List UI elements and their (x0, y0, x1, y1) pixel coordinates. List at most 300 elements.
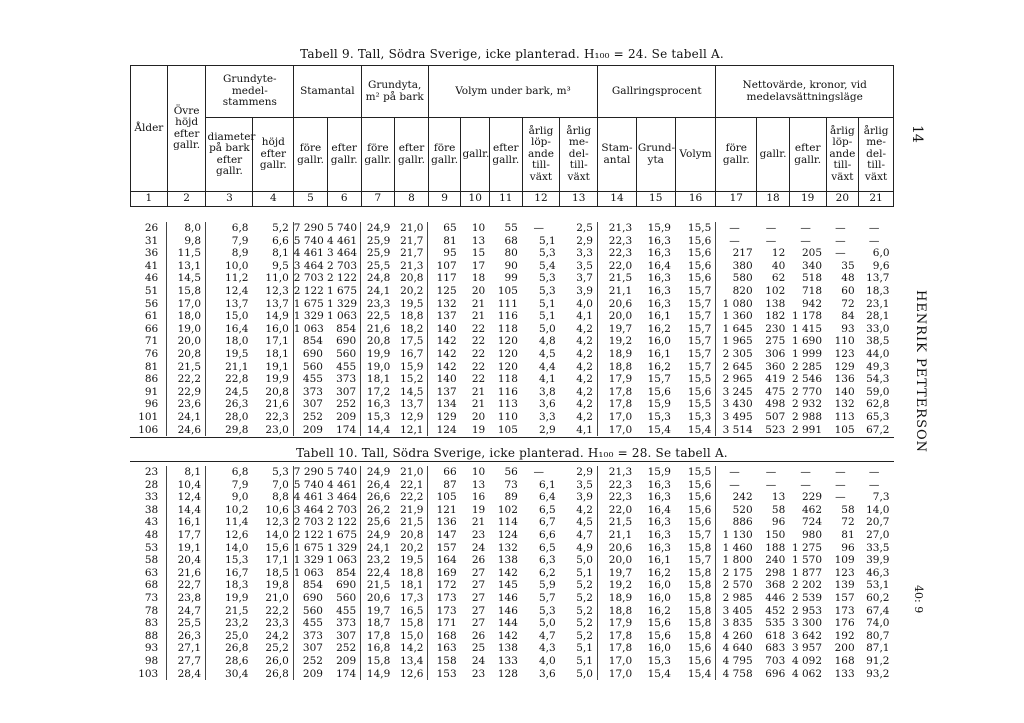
table-cell: 5,0 (538, 617, 556, 630)
table-cell: 15,8 (675, 605, 716, 618)
table-cell: 200 (834, 642, 855, 655)
table-row (130, 310, 894, 323)
table-cell: 23,1 (866, 297, 890, 310)
table-cell: 174 (327, 424, 361, 437)
table-cell: 16,3 (366, 398, 391, 411)
table-cell: 113 (497, 398, 518, 411)
table-row (130, 424, 894, 437)
table-cell: 18,3 (866, 284, 890, 297)
table-cell: 53,1 (866, 579, 890, 592)
table-cell: 60 (841, 284, 855, 297)
table-cell: 5,1 (560, 655, 598, 668)
table-cell: 23,2 (366, 554, 391, 567)
table-cell: 133 (834, 667, 855, 680)
table-cell: 18 (471, 272, 486, 285)
table-cell: 17,7 (167, 529, 206, 542)
table-cell: 20,8 (366, 335, 391, 348)
table-cell: 690 (327, 579, 361, 592)
table-cell: 618 (765, 629, 786, 642)
table-cell: 96 (771, 516, 786, 529)
table-cell: 22,2 (252, 605, 293, 618)
table-cell: 24,6 (167, 424, 206, 437)
table-cell: 15,8 (675, 592, 716, 605)
table-cell: 25,2 (252, 642, 293, 655)
table-cell: 124 (436, 423, 457, 436)
table-cell: 15,6 (647, 385, 671, 398)
table-cell: 15,9 (647, 466, 671, 478)
table-cell: 14,5 (394, 386, 428, 399)
table-cell: 18,3 (225, 579, 249, 592)
table-cell: 15,6 (675, 516, 716, 529)
table-cell: 507 (765, 410, 786, 423)
table-cell: 4 461 (293, 247, 324, 260)
table-cell: 38 (130, 504, 167, 517)
table-cell: 306 (765, 347, 786, 360)
table-cell: 142 (436, 335, 457, 348)
table-cell: 16,1 (167, 516, 206, 529)
table-cell: 98 (130, 655, 167, 668)
table-cell: 129 (834, 360, 855, 373)
table-cell: 123 (834, 566, 855, 579)
table-cell: 188 (765, 541, 786, 554)
table-cell: — (800, 478, 811, 491)
table-cell: 116 (497, 385, 518, 398)
table-cell: 176 (834, 617, 855, 630)
table-cell: 16,2 (647, 566, 671, 579)
table-cell: 23,3 (252, 617, 293, 630)
table-cell: 3 957 (791, 642, 823, 655)
table-cell: 16,3 (647, 272, 671, 285)
table-cell: 5,2 (560, 592, 598, 605)
table-cell: 21 (471, 297, 486, 310)
table-cell: 2 965 (722, 373, 753, 386)
table-cell: 455 (327, 361, 361, 374)
table-cell: 15,8 (675, 579, 716, 592)
table-cell: 60,2 (866, 591, 890, 604)
table-cell: 6,8 (231, 466, 249, 478)
table-cell: 15,7 (675, 361, 716, 374)
header-gp-grundyta: Grund-yta (636, 118, 675, 192)
table-cell: 26,3 (167, 630, 206, 643)
header-vol-efter: efter gallr. (489, 118, 522, 192)
table-cell: 16,4 (647, 503, 671, 516)
table9-header (130, 65, 894, 207)
table-cell: 3 464 (327, 247, 361, 260)
table-cell: 19 (471, 503, 486, 516)
table-cell: 140 (436, 322, 457, 335)
table-cell: 21,5 (366, 579, 391, 592)
table-cell: 14,9 (366, 667, 391, 680)
table-cell: 1 675 (327, 529, 361, 542)
table-cell: 7,9 (231, 234, 249, 247)
table-cell: 41 (130, 260, 167, 273)
table-cell: 7,3 (872, 491, 890, 504)
table-cell: 21,0 (252, 592, 293, 605)
table-cell: 2 546 (791, 373, 823, 386)
table10-title: Tabell 10. Tall, Södra Sverige, icke planterad. H₁₀₀ = 28. Se tabell A. (296, 446, 728, 460)
table-cell: 15,3 (647, 410, 671, 423)
table-cell: 142 (436, 347, 457, 360)
header-vol-medel: årlig me-del-till-växt (560, 118, 598, 192)
table-cell: 360 (765, 360, 786, 373)
table-cell: 26,6 (366, 491, 391, 504)
table-row (130, 285, 894, 298)
table-cell: 3 245 (722, 385, 753, 398)
header-gp-volym: Volym (675, 118, 716, 192)
table-cell: 15,7 (675, 554, 716, 567)
table-cell: 15 (471, 247, 486, 260)
table-cell: 4,2 (560, 335, 598, 348)
table-row (130, 335, 894, 348)
table-cell: 18,1 (394, 579, 428, 592)
table-cell: 11,5 (167, 247, 206, 260)
table-cell: 28,4 (167, 668, 206, 681)
table-cell: 21,6 (366, 322, 391, 335)
table-cell: 3 514 (722, 423, 753, 436)
header-hojd: höjd efter gallr. (253, 118, 294, 192)
table-cell: 4,2 (560, 373, 598, 386)
table-cell: 25,5 (366, 259, 391, 272)
table-cell: 1 329 (293, 554, 324, 567)
table-cell: 22,3 (252, 411, 293, 424)
column-number: 14 (598, 192, 637, 207)
table-cell: 3,3 (560, 247, 598, 260)
table-cell: 20,0 (167, 335, 206, 348)
table-cell: 535 (765, 617, 786, 630)
table-cell: 22,9 (167, 386, 206, 399)
table-cell: 132 (497, 541, 518, 554)
table-cell: 17,8 (608, 385, 633, 398)
table-cell: 134 (436, 398, 457, 411)
table-cell: 7 290 (293, 466, 324, 478)
header-vol-gallr: gallr. (461, 118, 490, 192)
table-row (130, 361, 894, 374)
table-cell: 19,7 (608, 566, 633, 579)
table-cell: 24,8 (366, 272, 391, 285)
table-cell: 3 642 (791, 629, 823, 642)
table-cell: 20,2 (394, 542, 428, 555)
table-cell: 137 (436, 310, 457, 323)
table-cell: 26 (130, 222, 167, 235)
table-cell: 46 (130, 272, 167, 285)
table-cell: 19,9 (225, 591, 249, 604)
table-cell: 5,1 (538, 310, 556, 323)
table-cell: 2 175 (722, 566, 753, 579)
table-cell: 24,2 (252, 630, 293, 643)
table-cell: 19,5 (225, 347, 249, 360)
table-cell: 24,1 (366, 541, 391, 554)
table-cell: — (765, 466, 777, 478)
table-cell: 153 (436, 667, 457, 680)
table-cell: 1 965 (722, 335, 753, 348)
table-cell: 17,1 (252, 335, 293, 348)
table-cell: 129 (436, 410, 457, 423)
table-cell: 83 (130, 617, 167, 630)
table-cell: 24,9 (366, 528, 391, 541)
table-cell: 51 (130, 285, 167, 298)
table-cell: 110 (834, 335, 855, 348)
table-cell: 66 (443, 466, 457, 478)
table-cell: 16,1 (647, 554, 671, 567)
column-number: 9 (428, 192, 461, 207)
table-cell: 142 (497, 629, 518, 642)
table-cell: 5,3 (538, 247, 556, 260)
table-cell: — (835, 222, 846, 234)
table-cell: 4 640 (722, 642, 753, 655)
table-cell: 19,8 (252, 579, 293, 592)
table-cell: 138 (765, 297, 786, 310)
table-cell: 105 (834, 423, 855, 436)
table-cell: 1 460 (722, 541, 753, 554)
table-cell: 15,0 (394, 630, 428, 643)
table-cell: 21,1 (608, 528, 633, 541)
table-cell: 4,7 (538, 629, 556, 642)
table-cell: 58 (130, 554, 167, 567)
table-cell: 62 (771, 272, 786, 285)
table-cell: 55 (504, 222, 518, 234)
table-cell: 26 (471, 554, 486, 567)
table-cell: 2 122 (293, 528, 324, 541)
table-cell: 13,7 (394, 398, 428, 411)
table-cell: 18,0 (225, 335, 249, 348)
table-cell: 145 (497, 579, 518, 592)
table-cell: 6,6 (538, 528, 556, 541)
table-cell: 16,5 (394, 605, 428, 618)
table-cell: 1 275 (791, 541, 823, 554)
table-cell: 18,1 (252, 348, 293, 361)
table-cell: 854 (302, 335, 323, 348)
table-cell: 4,1 (560, 424, 598, 437)
table-cell: 157 (436, 541, 457, 554)
table-cell: 21 (471, 310, 486, 323)
header-nv-efter: efter gallr. (789, 118, 826, 192)
table-cell: 173 (436, 591, 457, 604)
table-cell: 14,2 (394, 642, 428, 655)
table-cell: 17,3 (394, 592, 428, 605)
table-cell: 4,9 (560, 542, 598, 555)
column-number: 16 (675, 192, 716, 207)
table-cell: 21,9 (394, 504, 428, 517)
table-cell: 96 (841, 541, 855, 554)
table-cell: 10,4 (167, 479, 206, 492)
table-row (130, 605, 894, 618)
column-number: 1 (131, 192, 168, 207)
table-cell: 58 (771, 503, 786, 516)
header-ovre-hojd: Övre höjd efter gallr. (167, 66, 206, 192)
table-cell: 146 (497, 591, 518, 604)
table-cell: 80 (504, 247, 518, 260)
table-cell: 10 (471, 222, 486, 234)
table-cell: 93 (130, 642, 167, 655)
table-cell: 26,4 (366, 478, 391, 491)
table-cell: 21,6 (167, 567, 206, 580)
table-cell: 16,3 (647, 284, 671, 297)
table-cell: 3 464 (293, 259, 324, 272)
table-cell: 84 (841, 310, 855, 323)
table-cell: 3,5 (560, 479, 598, 492)
table-cell: 13,1 (167, 260, 206, 273)
table-cell: 192 (834, 629, 855, 642)
table-cell: 22 (471, 347, 486, 360)
table-cell: 15,0 (225, 310, 249, 323)
table-row (130, 323, 894, 336)
column-number: 5 (294, 192, 328, 207)
table-cell: 22,3 (608, 234, 633, 247)
column-number: 4 (253, 192, 294, 207)
table-cell: 138 (497, 642, 518, 655)
table-cell: 15,6 (675, 642, 716, 655)
table-row (130, 373, 894, 386)
table-cell: 14,0 (252, 529, 293, 542)
table-cell: 15,8 (167, 285, 206, 298)
table-cell: 16,1 (647, 310, 671, 323)
table-cell: 21,5 (225, 604, 249, 617)
table-cell: 6,6 (252, 235, 293, 248)
table-row (130, 222, 894, 235)
table-cell: 15,6 (675, 272, 716, 285)
table-cell: 1 675 (293, 541, 324, 554)
table-cell: 18,1 (366, 373, 391, 386)
table-cell: 23 (471, 528, 486, 541)
table-cell: 128 (497, 667, 518, 680)
table-cell: 102 (765, 284, 786, 297)
table-cell: 8,1 (252, 247, 293, 260)
table-cell: 168 (834, 654, 855, 667)
table-cell: 8,9 (231, 247, 249, 260)
table-cell: 5,3 (252, 466, 293, 479)
table-cell: 81 (130, 361, 167, 374)
table-cell: 4,0 (560, 298, 598, 311)
table-cell: 14,4 (167, 504, 206, 517)
table-cell: 373 (327, 617, 361, 630)
table-cell: 2 953 (791, 604, 823, 617)
table-cell: 17,0 (608, 667, 633, 680)
table-cell: 25,0 (225, 629, 249, 642)
table-cell: 150 (765, 528, 786, 541)
table-cell: 16,0 (252, 323, 293, 336)
table-row (130, 247, 894, 260)
table-cell: 2 305 (722, 347, 753, 360)
table-cell: 73 (504, 478, 518, 491)
table-cell: 16,2 (647, 360, 671, 373)
table-cell: 93 (841, 322, 855, 335)
table-cell: 17,8 (608, 629, 633, 642)
table9-body (130, 222, 894, 436)
column-number: 19 (789, 192, 826, 207)
table-cell: 15,6 (675, 260, 716, 273)
table-row (130, 592, 894, 605)
table-cell: 22 (471, 373, 486, 386)
table-cell: 5,3 (538, 604, 556, 617)
table-cell: 16,3 (647, 516, 671, 529)
table-cell: 16,7 (225, 566, 249, 579)
table-cell: 8,0 (167, 222, 206, 235)
table-cell: 26 (471, 629, 486, 642)
table-cell: 1 063 (293, 322, 324, 335)
table-cell: — (533, 466, 544, 478)
table-cell: 15,7 (675, 285, 716, 298)
table-cell: 5,2 (560, 579, 598, 592)
table-cell: 22,4 (366, 566, 391, 579)
table-cell: 58 (841, 503, 855, 516)
table-cell: 140 (834, 385, 855, 398)
table-cell: 91,2 (866, 654, 890, 667)
table-cell: 9,8 (167, 235, 206, 248)
table-cell: 690 (302, 591, 323, 604)
column-number: 10 (461, 192, 490, 207)
table-cell: 142 (497, 566, 518, 579)
table-cell: 1 329 (327, 298, 361, 311)
table-cell: 3 495 (722, 410, 753, 423)
table-cell: 113 (834, 410, 855, 423)
table-cell: 240 (765, 554, 786, 567)
table-cell: 15,6 (647, 617, 671, 630)
table-cell: 27,0 (866, 528, 890, 541)
table-cell: 124 (497, 528, 518, 541)
table-cell: 21,1 (225, 360, 249, 373)
table-cell: 164 (436, 554, 457, 567)
table-cell: 2 988 (791, 410, 823, 423)
table-cell: 4 062 (791, 667, 823, 680)
table-row (130, 479, 894, 492)
table-cell: 23 (130, 466, 167, 479)
table-cell: — (800, 466, 811, 478)
column-number: 21 (859, 192, 894, 207)
table-cell: 29,8 (225, 423, 249, 436)
table-cell: 373 (327, 373, 361, 386)
table-cell: 1 329 (293, 310, 324, 323)
table-cell: 72 (841, 297, 855, 310)
table-cell: 33 (130, 491, 167, 504)
table-cell: 307 (302, 398, 323, 411)
table-cell: 136 (834, 373, 855, 386)
header-volym: Volym under bark, m³ (428, 66, 597, 118)
table-cell: 67,2 (866, 423, 890, 436)
table-cell: 15,8 (366, 654, 391, 667)
table-cell: 1 570 (791, 554, 823, 567)
table-cell: 116 (497, 310, 518, 323)
table-cell: 18,7 (366, 617, 391, 630)
table-cell: 15,5 (675, 222, 716, 235)
table-cell: 6,5 (538, 541, 556, 554)
table-cell: 18,8 (394, 310, 428, 323)
table-cell: 4 758 (722, 667, 753, 680)
table-cell: 12,6 (225, 528, 249, 541)
table-cell: 137 (436, 385, 457, 398)
table-cell: 242 (732, 491, 753, 504)
table-cell: 2 285 (791, 360, 823, 373)
table-cell: 854 (327, 323, 361, 336)
table-cell: 15,8 (675, 617, 716, 630)
table-cell: 80,7 (866, 629, 890, 642)
table-cell: 2 202 (791, 579, 823, 592)
table-cell: 13 (471, 234, 486, 247)
table-row (130, 579, 894, 592)
table-cell: 21,3 (608, 466, 633, 478)
table-cell: 110 (497, 410, 518, 423)
table-cell: 2 122 (327, 516, 361, 529)
table-cell: 18,9 (608, 591, 633, 604)
table-cell: 118 (497, 322, 518, 335)
header-nv-medel: årlig me-del-till-växt (859, 118, 894, 192)
table-cell: 446 (765, 591, 786, 604)
table-cell: 91 (130, 386, 167, 399)
table-cell: 886 (732, 516, 753, 529)
table-cell: 5,0 (560, 668, 598, 681)
table-cell: — (835, 478, 846, 491)
table-row (130, 260, 894, 273)
table-cell: 93,2 (866, 667, 890, 680)
